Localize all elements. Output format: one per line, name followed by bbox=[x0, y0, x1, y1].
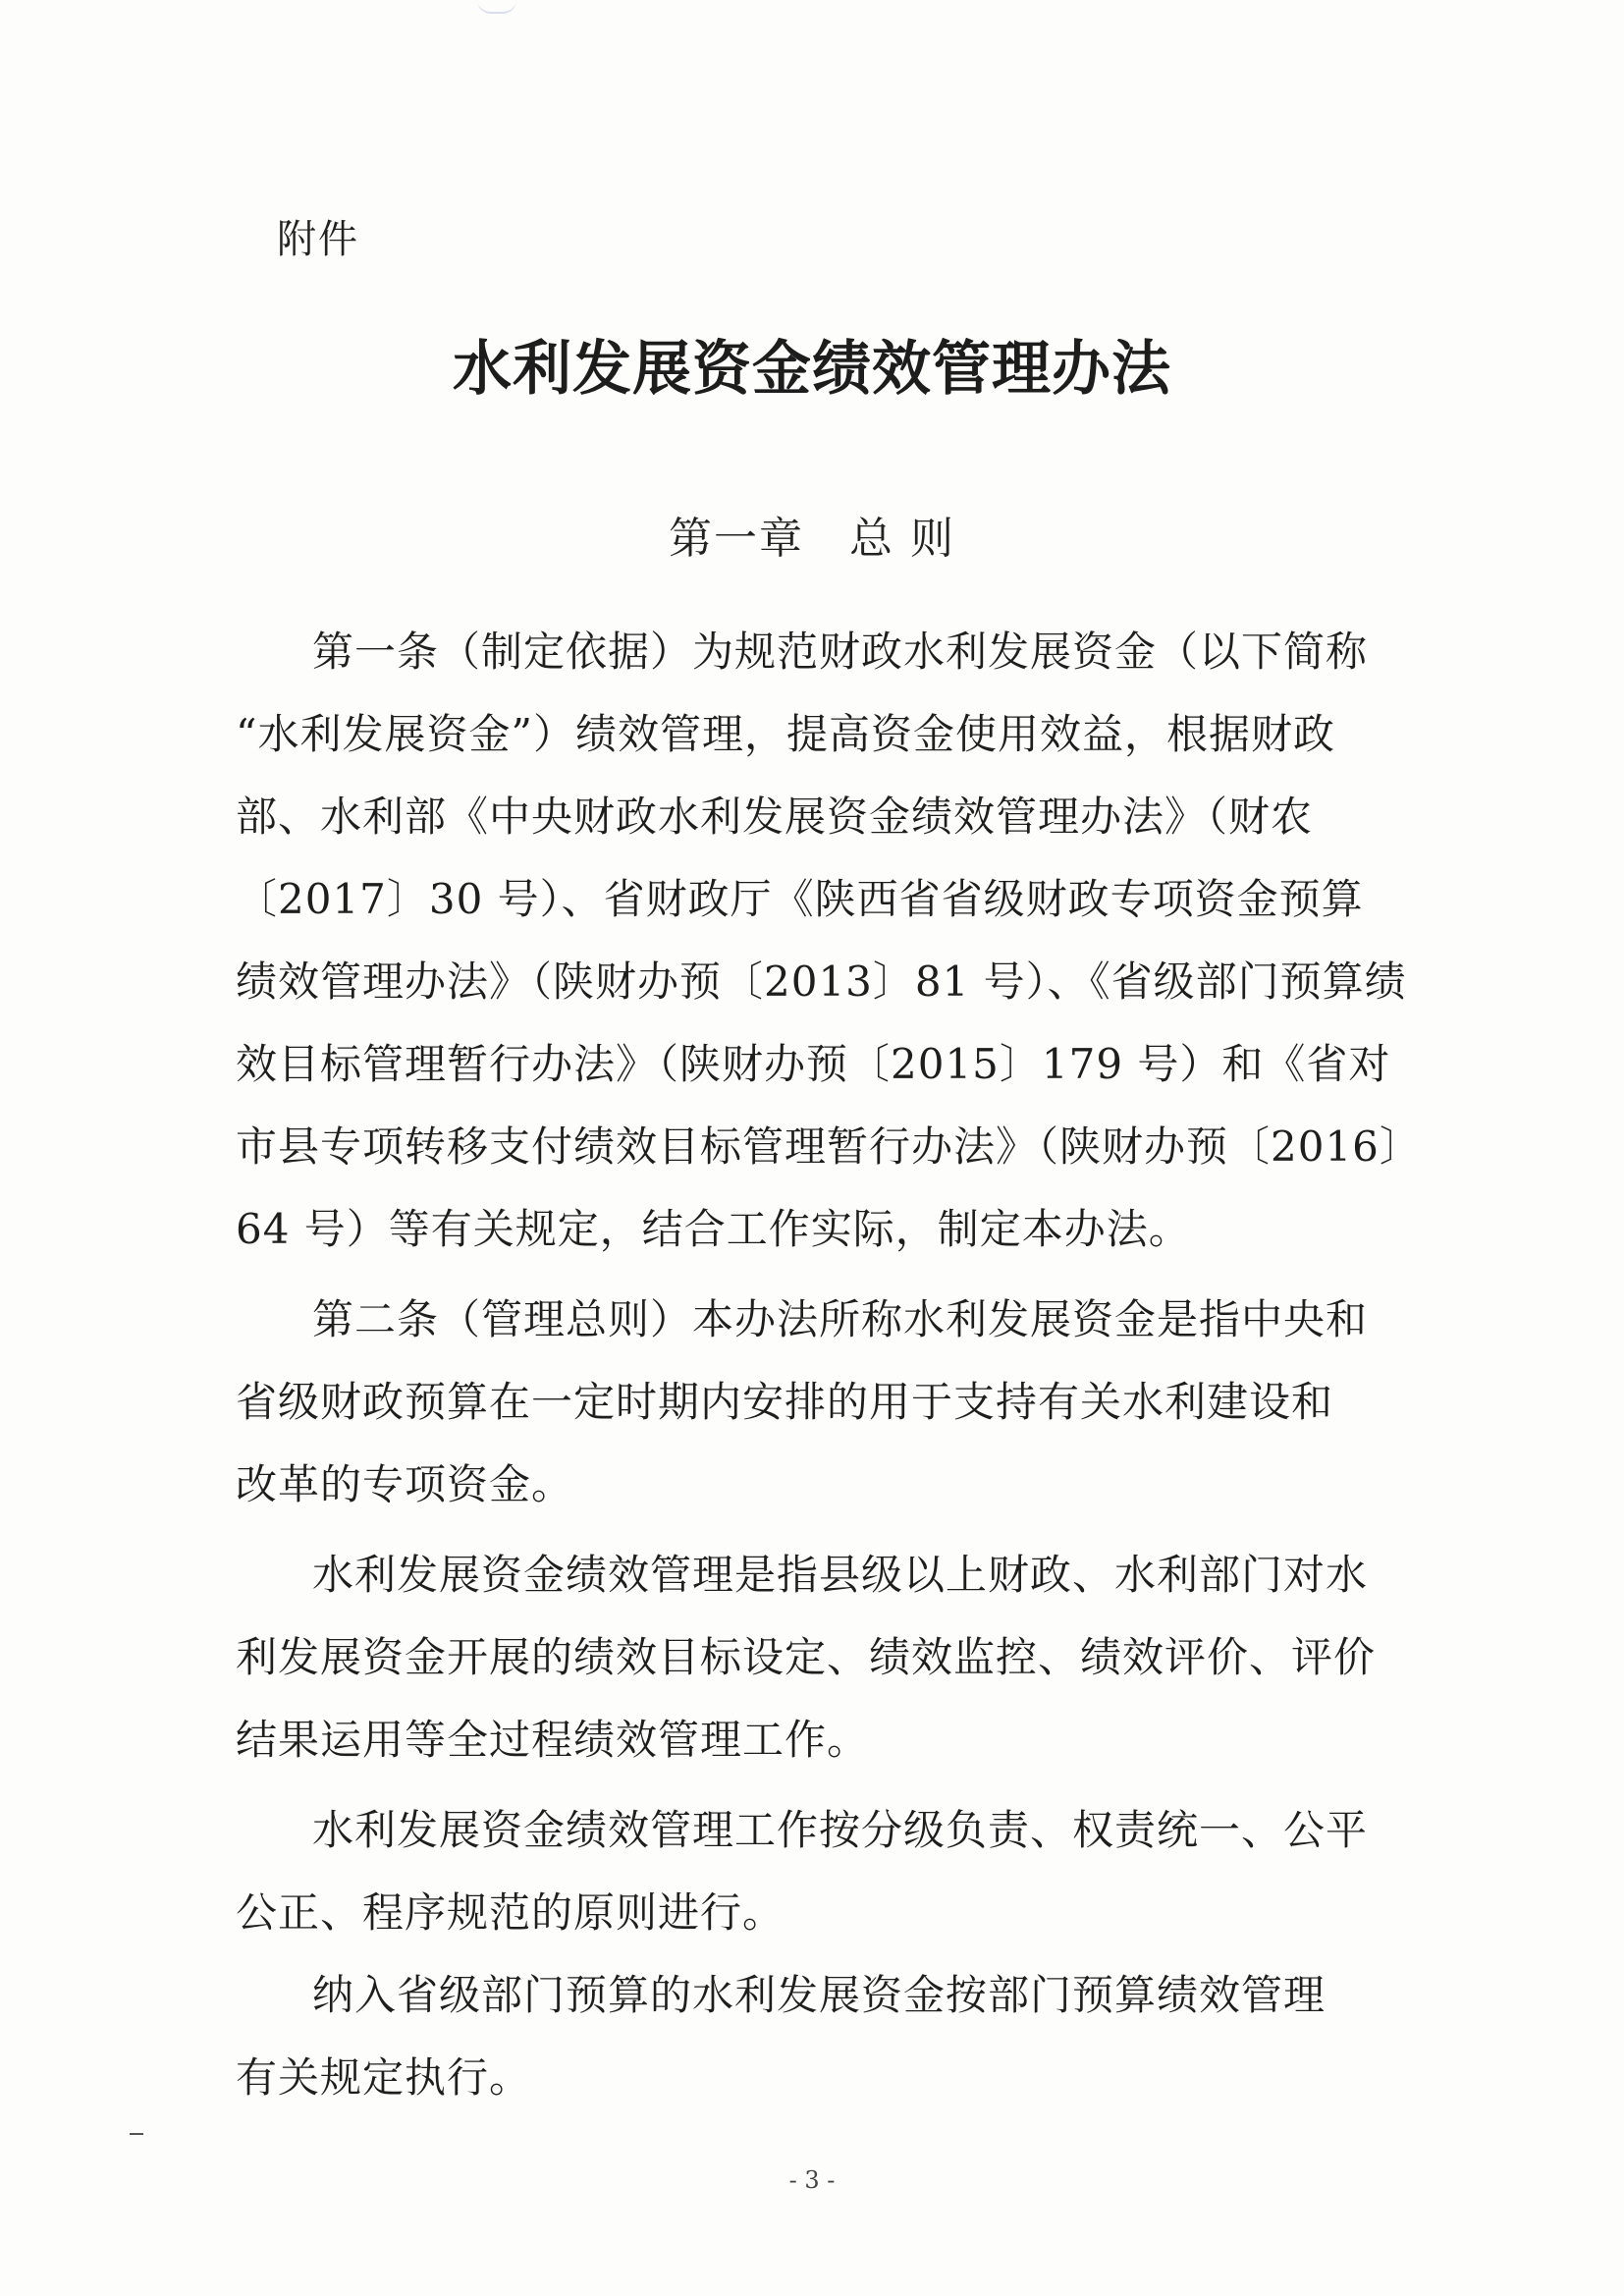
scan-mark bbox=[130, 2133, 143, 2135]
chapter-heading: 第一章 总 则 bbox=[669, 514, 955, 564]
paragraph-line: 部、水利部《中央财政水利发展资金绩效管理办法》（财农 bbox=[236, 793, 1314, 841]
paragraph-line: 水利发展资金绩效管理是指县级以上财政、水利部门对水 bbox=[312, 1551, 1369, 1599]
binding-hole-mark bbox=[477, 0, 516, 14]
paragraph-line: 市县专项转移支付绩效目标管理暂行办法》（陕财办预〔2016〕 bbox=[236, 1122, 1422, 1171]
paragraph-line: 纳入省级部门预算的水利发展资金按部门预算绩效管理 bbox=[312, 1971, 1326, 2019]
page-number: - 3 - bbox=[788, 2166, 836, 2194]
paragraph-line: 绩效管理办法》（陕财办预〔2013〕81 号）、《省级部门预算绩 bbox=[236, 957, 1407, 1006]
paragraph-line: 利发展资金开展的绩效目标设定、绩效监控、绩效评价、评价 bbox=[236, 1633, 1377, 1681]
paragraph-line: 有关规定执行。 bbox=[236, 2053, 532, 2102]
document-title: 水利发展资金绩效管理办法 bbox=[453, 335, 1171, 404]
paragraph-line: 第一条（制定依据）为规范财政水利发展资金（以下简称 bbox=[312, 628, 1369, 676]
paragraph-line: 第二条（管理总则）本办法所称水利发展资金是指中央和 bbox=[312, 1295, 1369, 1343]
paragraph-line: 改革的专项资金。 bbox=[236, 1460, 574, 1508]
paragraph-line: 64 号）等有关规定，结合工作实际，制定本办法。 bbox=[236, 1205, 1191, 1253]
paragraph-line: 〔2017〕30 号）、省财政厅《陕西省省级财政专项资金预算 bbox=[236, 875, 1364, 923]
paragraph-line: 结果运用等全过程绩效管理工作。 bbox=[236, 1716, 870, 1764]
paragraph-line: 公正、程序规范的原则进行。 bbox=[236, 1888, 785, 1937]
paragraph-line: 效目标管理暂行办法》（陕财办预〔2015〕179 号）和《省对 bbox=[236, 1040, 1391, 1088]
annex-label: 附件 bbox=[277, 217, 359, 262]
paragraph-line: 省级财政预算在一定时期内安排的用于支持有关水利建设和 bbox=[236, 1378, 1334, 1426]
paragraph-line: “水利发展资金”）绩效管理，提高资金使用效益，根据财政 bbox=[236, 710, 1335, 758]
paragraph-line: 水利发展资金绩效管理工作按分级负责、权责统一、公平 bbox=[312, 1806, 1369, 1854]
